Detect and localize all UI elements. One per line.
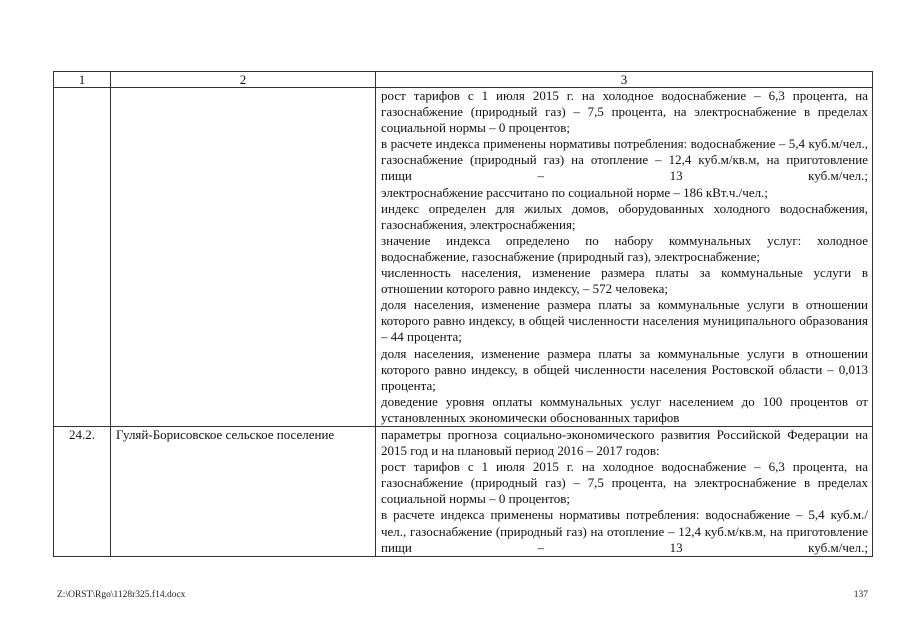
header-cell-1: 1	[54, 72, 111, 88]
paragraph: в расчете индекса применены нормативы потребления: водоснабжение – 5,4 куб.м./чел., газоснабжение (природный газ) на отопление – 12,4 куб.м/кв.м, на приготовление пищи – 13 куб.м/чел.;	[381, 507, 868, 555]
municipality-cell: Гуляй-Борисовское сельское поселение	[111, 426, 376, 556]
paragraph: численность населения, изменение размера платы за коммунальные услуги в отношении которого равно индексу, – 572 человека;	[381, 265, 868, 297]
parameters-cell	[376, 426, 873, 556]
paragraph: доля населения, изменение размера платы за коммунальные услуги в отношении которого равно индексу, в общей численности населения муниципального образования – 44 процента;	[381, 297, 868, 345]
page-number: 137	[853, 590, 868, 600]
paragraph: индекс определен для жилых домов, оборудованных холодного водоснабжения, газоснабжения, электроснабжения;	[381, 200, 868, 232]
header-cell-3: 3	[376, 72, 873, 88]
table-row	[54, 88, 873, 427]
header-cell-2: 2	[111, 72, 376, 88]
row-number-cell	[54, 88, 111, 427]
table-row	[54, 426, 873, 556]
municipality-cell	[111, 88, 376, 427]
row-number-cell: 24.2.	[54, 426, 111, 556]
file-path-footer: Z:\ORST\Rgo\1128r325.f14.docx	[57, 590, 186, 600]
paragraph: рост тарифов с 1 июля 2015 г. на холодное водоснабжение – 6,3 процента, на газоснабжение (природный газ) – 7,5 процента, на электроснабжение в пределах социальной нормы – 0 процентов;	[381, 88, 868, 136]
paragraph: электроснабжение рассчитано по социальной норме – 186 кВт.ч./чел.;	[381, 184, 768, 200]
paragraph: доля населения, изменение размера платы за коммунальные услуги в отношении которого равно индексу, в общей численности населения Ростовской области – 0,013 процента;	[381, 345, 868, 393]
table-header-row	[54, 72, 873, 88]
document-table	[53, 71, 873, 557]
paragraph: рост тарифов с 1 июля 2015 г. на холодное водоснабжение – 6,3 процента, на газоснабжение (природный газ) – 7,5 процента, на электроснабжение в пределах социальной нормы – 0 процентов;	[381, 459, 868, 507]
paragraph: значение индекса определено по набору коммунальных услуг: холодное водоснабжение, газоснабжение (природный газ), электроснабжение;	[381, 232, 868, 264]
parameters-cell	[376, 88, 873, 427]
paragraph: параметры прогноза социально-экономического развития Российской Федерации на 2015 год и на плановый период 2016 – 2017 годов:	[381, 426, 868, 459]
paragraph: доведение уровня оплаты коммунальных услуг населением до 100 процентов от установленных экономически обоснованных тарифов	[381, 393, 868, 425]
paragraph: в расчете индекса применены нормативы потребления: водоснабжение – 5,4 куб.м/чел., газоснабжение (природный газ) на отопление – 12,4 куб.м/кв.м, на приготовление пищи – 13 куб.м/чел.;	[381, 136, 868, 184]
